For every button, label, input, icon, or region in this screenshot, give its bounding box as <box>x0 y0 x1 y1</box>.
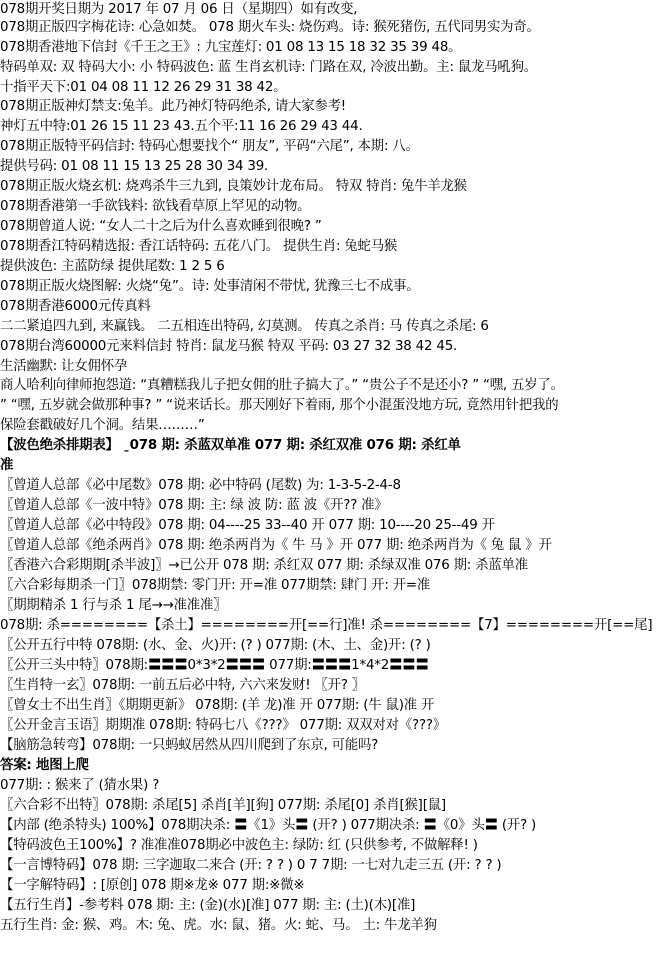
text-line: 生活幽默: 让女佣怀孕 <box>0 359 128 374</box>
text-line: 〖香港六合彩期期[杀半波]〗→已公开 078 期: 杀红双 077 期: 杀绿双准 076 期: 杀蓝单准 <box>0 558 528 573</box>
text-line: 〖公开五行中特 078期: (水、金、火)开: (? ) 077期: (木、土、金)开: (? ) <box>0 638 431 653</box>
text-line: 二二紧追四九到, 来赢钱。 二五相连出特码, 幻莫测。 传真之杀肖: 马 传真之杀尾: 6 <box>0 319 489 334</box>
text-line: 保险套戳破好几个洞。结果………” <box>0 418 205 433</box>
text-line: 准 <box>0 458 14 473</box>
text-line: 〖六合彩不出特〗078期: 杀尾[5] 杀肖[羊][狗] 077期: 杀尾[0] 杀肖[猴][鼠] <box>0 798 446 813</box>
text-line: 【脑筋急转弯】078期: 一只蚂蚁居然从四川爬到了东京, 可能吗? <box>0 738 379 753</box>
text-line: 【波色绝杀排期表】 ˍ078 期: 杀蓝双单准 077 期: 杀红双准 076 期: 杀红单 <box>0 438 461 453</box>
text-line: 〖曾道人总部《必中特段》078 期: 04----25 33--40 开 077 期: 10----20 25--49 开 <box>0 518 495 533</box>
text-line: 提供号码: 01 08 11 15 13 25 28 30 34 39. <box>0 159 269 174</box>
text-line: 答案: 地图上爬 <box>0 758 89 773</box>
text-line: 【一字解特码】: [原创] 078 期※龙※ 077 期:※微※ <box>0 878 305 893</box>
text-line: 078期香港地下信封《千王之王》: 九宝莲灯: 01 08 13 15 18 32 35 39 48。 <box>0 40 462 55</box>
text-line: 077期: : 猴来了 (猜水果) ? <box>0 778 160 793</box>
text-line: 〖曾女士不出生肖〗《期期更新》 078期: (羊 龙)准 开 077期: (牛 鼠)准 开 <box>0 698 435 713</box>
text-line: 〖六合彩每期杀一门〗078期禁: 零门开: 开=准 077期禁: 肆门 开: 开=准 <box>0 578 431 593</box>
text-line: 特码单双: 双 特码大小: 小 特码波色: 蓝 生肖玄机诗: 门路在双, 冷波出勤。主: 鼠龙马吼狗。 <box>0 60 537 75</box>
text-line: 【内部 (绝杀特头) 100%】078期决杀: 〓《1》头〓 (开? ) 077期决杀: 〓《0》头〓 (开? ) <box>0 818 537 833</box>
text-line: 〖公开金言玉语〗期期准 078期: 特码七八《???》 077期: 双双对对《???》 <box>0 718 446 733</box>
text-line: 078期正版四字梅花诗: 心急如焚。 078 期火车头: 烧伤鸡。诗: 猴死猪伤, 五代同男实为奇。 <box>0 20 540 35</box>
text-line: ” “嘿, 五岁就会做那种事? ” “说来话长。那天刚好下着雨, 那个小混蛋没地方玩, 竟然用针把我的 <box>0 398 559 413</box>
text-line: 078期正版火烧图解: 火烧“兔”。诗: 处事清闲不带忧, 犹豫三七不成事。 <box>0 279 420 294</box>
text-line: 提供波色: 主蓝防绿 提供尾数: 1 2 5 6 <box>0 259 225 274</box>
text-line: 〖曾道人总部《必中尾数》078 期: 必中特码 (尾数) 为: 1-3-5-2-4-8 <box>0 478 401 493</box>
text-line: 【一言博特码】078 期: 三字迦取二来合 (开: ? ? ) 0 7 7期: 一七对九走三五 (开: ? ? ) <box>0 858 502 873</box>
text-line: 078期正版特平码信封: 特码心想要找个“ 朋友”, 平码“六尾”, 本期: 八。 <box>0 139 419 154</box>
text-line: 078期香港第一手欲钱料: 欲钱看草原上罕见的动物。 <box>0 199 311 214</box>
text-line: 078期正版神灯禁支:兔羊。此乃神灯特码绝杀, 请大家参考! <box>0 99 346 114</box>
text-line: 【五行生肖】-参考料 078 期: 主: (金)(水)[准] 077 期: 主: (土)(木)[准] <box>0 898 416 913</box>
text-line: 078期香江特码精选报: 香江话特码: 五花八门。 提供生肖: 兔蛇马猴 <box>0 239 398 254</box>
text-line: 078期曾道人说: “女人二十之后为什么喜欢睡到很晚? ” <box>0 219 322 234</box>
text-line: 〖公开三头中特〗078期:〓〓〓0*3*2〓〓〓 077期:〓〓〓1*4*2〓〓〓 <box>0 658 429 673</box>
text-line: 【特码波色王100%】? 准准准078期必中波色主: 绿防: 红 (只供参考, 不做解释! ) <box>0 838 478 853</box>
text-line: 〖曾道人总部《绝杀两肖》078 期: 绝杀两肖为《 牛 马 》开 077 期: 绝杀两肖为《 兔 鼠 》开 <box>0 538 552 553</box>
text-line: 078期台湾60000元来料信封 特肖: 鼠龙马猴 特双 平码: 03 27 32 38 42 45. <box>0 339 458 354</box>
text-line: 078期正版火烧玄机: 烧鸡杀牛三九到, 良策妙计龙布局。 特双 特肖: 兔牛羊龙猴 <box>0 179 467 194</box>
text-line: 十指平天下:01 04 08 11 12 26 29 31 38 42。 <box>0 80 287 95</box>
text-line: 〖曾道人总部《一波中特》078 期: 主: 绿 波 防: 蓝 波《开?? 准》 <box>0 498 388 513</box>
text-line: 078期香港6000元传真料 <box>0 299 151 314</box>
text-line: 〖期期精杀 1 行与杀 1 尾→→准准准〗 <box>0 598 227 613</box>
text-line: 神灯五中特:01 26 15 11 23 43.五个平:11 16 26 29 43 44. <box>0 119 363 134</box>
text-line: 078期: 杀========【杀土】========开[==行]准! 杀========【7】========开[==尾] <box>0 618 653 633</box>
text-line: 〖生肖特一玄〗078期: 一前五后必中特, 六六来发财! 〖开? 〗 <box>0 678 366 693</box>
text-line: 五行生肖: 金: 猴、鸡。木: 兔、虎。水: 鼠、猪。火: 蛇、马。 土: 牛龙羊狗 <box>0 918 437 933</box>
text-line: 商人哈利向律师抱怨道: “真糟糕我儿子把女佣的肚子搞大了。” “贵公子不是还小? ” “嘿, 五岁了。 <box>0 378 564 393</box>
text-line: 078期开奖日期为 2017 年 07 月 06 日（星期四）如有改变, <box>0 2 358 17</box>
